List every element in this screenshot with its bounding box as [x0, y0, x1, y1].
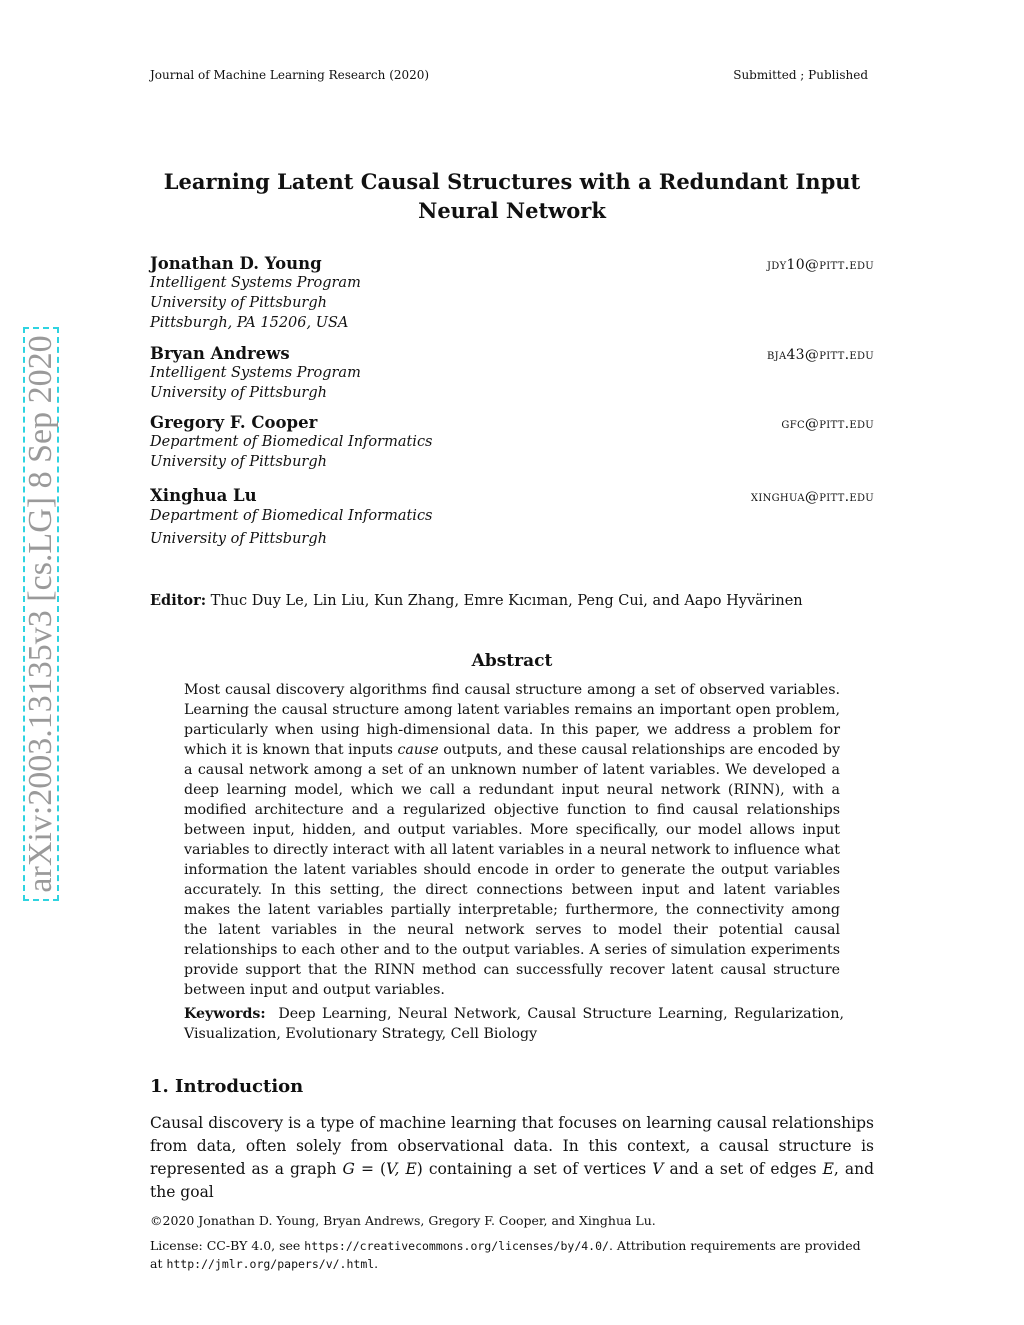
author-affiliation: Department of Biomedical Informatics — [150, 434, 433, 450]
arxiv-stamp[interactable]: arXiv:2003.13135v3 [cs.LG] 8 Sep 2020 — [22, 335, 59, 893]
author-affiliation: Intelligent Systems Program — [150, 365, 361, 381]
abstract-text: outputs, and these causal relationships are encoded by a causal network among a set of an unknown number of latent variables. We developed a deep learning model, which we call a redundant input neural network (RINN), with a modified architecture and a regularized objective function to find causal relationships between input, hidden, and output variables. More specifically, our model allows input variables to directly interact with all latent variables in a neural network to influence what information the latent variables should encode in order to generate the output variables accurately. In this setting, the direct connections between input and latent variables makes the latent variables partially interpretable; furthermore, the connectivity among the latent variables in the neural network serves to model their potential causal relationships to each other and to the output variables. A series of simulation experiments provide support that the RINN method can successfully recover latent causal structure between input and output variables. — [184, 742, 840, 998]
introduction-paragraph — [150, 1112, 874, 1204]
author-affiliation: University of Pittsburgh — [150, 295, 327, 311]
copyright-notice — [150, 1213, 656, 1228]
abstract-text: Most causal discovery algorithms find causal structure among a set of observed variables. Learning the causal structure among latent variables remains an important open problem, particularly when using high-dimensional data. In this paper, we address a problem for which it is known that inputs — [184, 682, 840, 758]
author-affiliation: Department of Biomedical Informatics — [150, 508, 433, 524]
author-affiliation: Pittsburgh, PA 15206, USA — [150, 315, 349, 331]
author-name: Gregory F. Cooper — [150, 413, 318, 432]
author-affiliation: Intelligent Systems Program — [150, 275, 361, 291]
keywords-text: Deep Learning, Neural Network, Causal Structure Learning, Regularization, Visualization, Evolutionary Strategy, Cell Biology — [184, 1006, 844, 1042]
author-name: Bryan Andrews — [150, 344, 290, 363]
intro-text: ) containing a set of vertices — [416, 1160, 653, 1178]
author-block — [150, 344, 874, 403]
author-email[interactable]: jdy10@pitt.edu — [766, 257, 874, 273]
author-block — [150, 254, 874, 333]
author-email[interactable]: gfc@pitt.edu — [781, 416, 874, 432]
intro-text: and a set of edges — [663, 1160, 823, 1178]
license-text: . Attribution requirements are provided at — [150, 1238, 861, 1271]
editor-names: Thuc Duy Le, Lin Liu, Kun Zhang, Emre Kıcıman, Peng Cui, and Aapo Hyvärinen — [210, 593, 803, 609]
license-text: License: CC-BY 4.0, see — [150, 1238, 305, 1253]
intro-text: , and the goal — [150, 1160, 875, 1201]
author-email[interactable]: bja43@pitt.edu — [767, 347, 874, 363]
editor-line — [150, 592, 803, 609]
attribution-link[interactable]: http://jmlr.org/papers/v/.html — [166, 1257, 375, 1271]
running-header-submitted: Submitted ; Published — [733, 68, 868, 82]
abstract-heading: Abstract — [471, 651, 553, 671]
running-header-journal: Journal of Machine Learning Research (2020) — [150, 68, 430, 82]
copyright-icon: © — [150, 1213, 163, 1228]
section-heading-introduction: 1. Introduction — [150, 1076, 304, 1097]
author-name: Xinghua Lu — [150, 486, 257, 505]
author-affiliation: University of Pittsburgh — [150, 385, 327, 401]
author-name: Jonathan D. Young — [150, 254, 322, 273]
author-affiliation: University of Pittsburgh — [150, 531, 327, 547]
paper-title: Learning Latent Causal Structures with a Redundant Input Neural Network — [163, 169, 861, 223]
math-symbol: V — [652, 1160, 664, 1178]
license-text: . — [374, 1256, 379, 1271]
author-block — [150, 413, 874, 472]
abstract-body — [184, 680, 840, 1000]
editor-label: Editor: — [150, 592, 207, 609]
keywords — [184, 1004, 844, 1044]
author-block — [150, 486, 874, 549]
math-symbol: V, E — [386, 1160, 417, 1178]
intro-text: Causal discovery is a type of machine learning that focuses on learning causal relationships from data, often solely from observational data. In this context, a causal structure is represented as a graph — [150, 1114, 874, 1178]
author-email[interactable]: xinghua@pitt.edu — [750, 489, 874, 505]
keywords-label: Keywords: — [184, 1006, 266, 1022]
author-affiliation: University of Pittsburgh — [150, 454, 327, 470]
math-symbol: E — [822, 1160, 834, 1178]
abstract-emphasis: cause — [397, 742, 439, 758]
license-notice — [150, 1237, 870, 1273]
copyright-text: 2020 Jonathan D. Young, Bryan Andrews, Gregory F. Cooper, and Xinghua Lu. — [162, 1213, 656, 1228]
license-link[interactable]: https://creativecommons.org/licenses/by/4.0/ — [304, 1239, 609, 1253]
intro-text: = ( — [354, 1160, 387, 1178]
math-symbol: G — [342, 1160, 355, 1178]
